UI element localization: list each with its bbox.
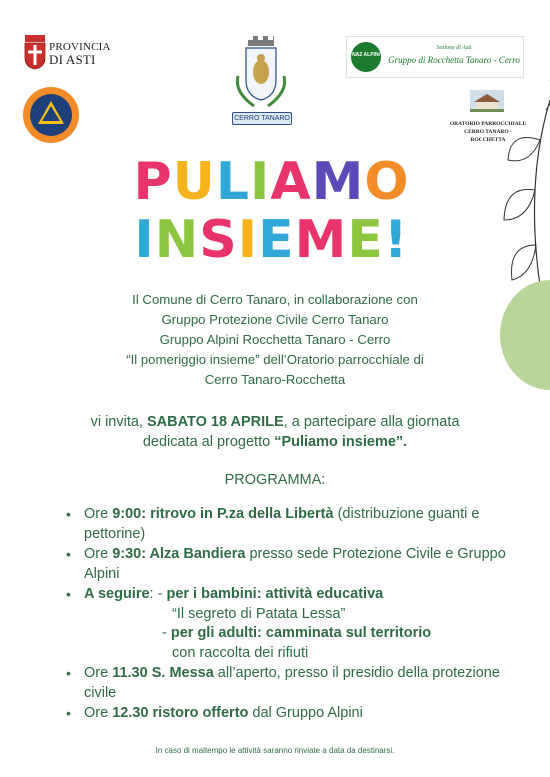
title-letter: A [270,152,312,212]
programma-heading: PROGRAMMA: [224,472,326,488]
list-item: • Ore 11.30 S. Messa all’aperto, presso il presidio della protezione civile [66,665,500,701]
event-date: SABATO 18 APRILE [146,414,284,430]
invite-part: vi invita, [90,414,147,430]
title-letter: M [311,152,365,212]
title-letter: ! [383,210,409,270]
project-name: “Puliamo insieme”. [274,434,408,450]
footer-note: In caso di maltempo le attività saranno rinviate a data da destinarsi. [155,746,395,755]
title-line-1 [105,152,438,212]
title-letter: I [249,152,271,212]
provincia-shield-icon [24,34,46,70]
title-letter: L [215,152,250,212]
page-title [105,152,438,272]
list-item: • Ore 12.30 ristoro offerto dal Gruppo Alpini [62,704,512,724]
provincia-line-2: DI ASTI [49,52,96,67]
title-letter: U [172,152,216,212]
provincia-asti-logo [22,34,111,74]
comune-banner: CERRO TANARO [232,112,292,125]
intro-line: Il Comune di Cerro Tanaro, in collaborazione con [132,292,418,307]
title-line-2 [105,210,438,270]
alpini-line-2: Gruppo di Rocchetta Tanaro - Cerro [388,55,520,65]
title-letter: I [134,210,155,270]
invite-part: , a partecipare alla giornata [283,414,460,430]
alpini-logo [346,36,524,78]
intro-line: “Il pomeriggio insieme” dell’Oratorio parrocchiale di [126,352,424,367]
oratorio-line-2: CERRO TANARO - ROCCHETTA [464,129,512,143]
title-letter: O [364,152,410,212]
alpini-mark-text: NAZ ALPINI [352,52,380,58]
invite-text [40,412,510,452]
bullet-icon: • [66,506,71,522]
list-item: • Ore 9:00: ritrovo in P.za della Libertà (distribuzione guanti e pettorine) [66,506,480,542]
intro-line: Cerro Tanaro-Rocchetta [204,372,346,387]
title-letter: P [133,152,173,212]
bullet-icon: • [66,705,71,721]
intro-line: Gruppo Protezione Civile Cerro Tanaro [161,312,389,327]
title-letter: N [154,210,200,270]
title-letter: I [237,210,259,270]
title-letter: E [347,210,384,270]
oratorio-building-icon [470,90,504,112]
list-item: • Ore 9:30: Alza Bandiera presso sede Protezione Civile e Gruppo Alpini [66,546,506,582]
comune-crest-icon [228,36,294,112]
protezione-civile-emblem-icon [22,86,80,144]
provincia-line-1: PROVINCIA [49,41,111,53]
bullet-icon: • [66,546,71,562]
list-item: • A seguire: - per i bambini: attività educativa “Il segreto di Patata Lessa” - per gli adulti: camminata sul territorio con raccolta dei rifiuti [66,586,432,661]
bullet-icon: • [66,586,71,602]
alpini-line-1: Sezione di Asti [436,45,472,51]
intro-text [40,290,510,390]
title-letter: E [258,210,295,270]
oratorio-line-1: ORATORIO PARROCCHIALE [449,121,527,127]
title-letter: S [199,210,238,270]
intro-line: Gruppo Alpini Rocchetta Tanaro - Cerro [159,332,391,347]
comune-crest-logo [228,36,294,126]
bullet-icon: • [66,665,71,681]
title-letter: M [294,210,348,270]
invite-part: dedicata al progetto [142,434,275,450]
program-list [62,505,512,725]
protezione-civile-logo [22,86,80,144]
